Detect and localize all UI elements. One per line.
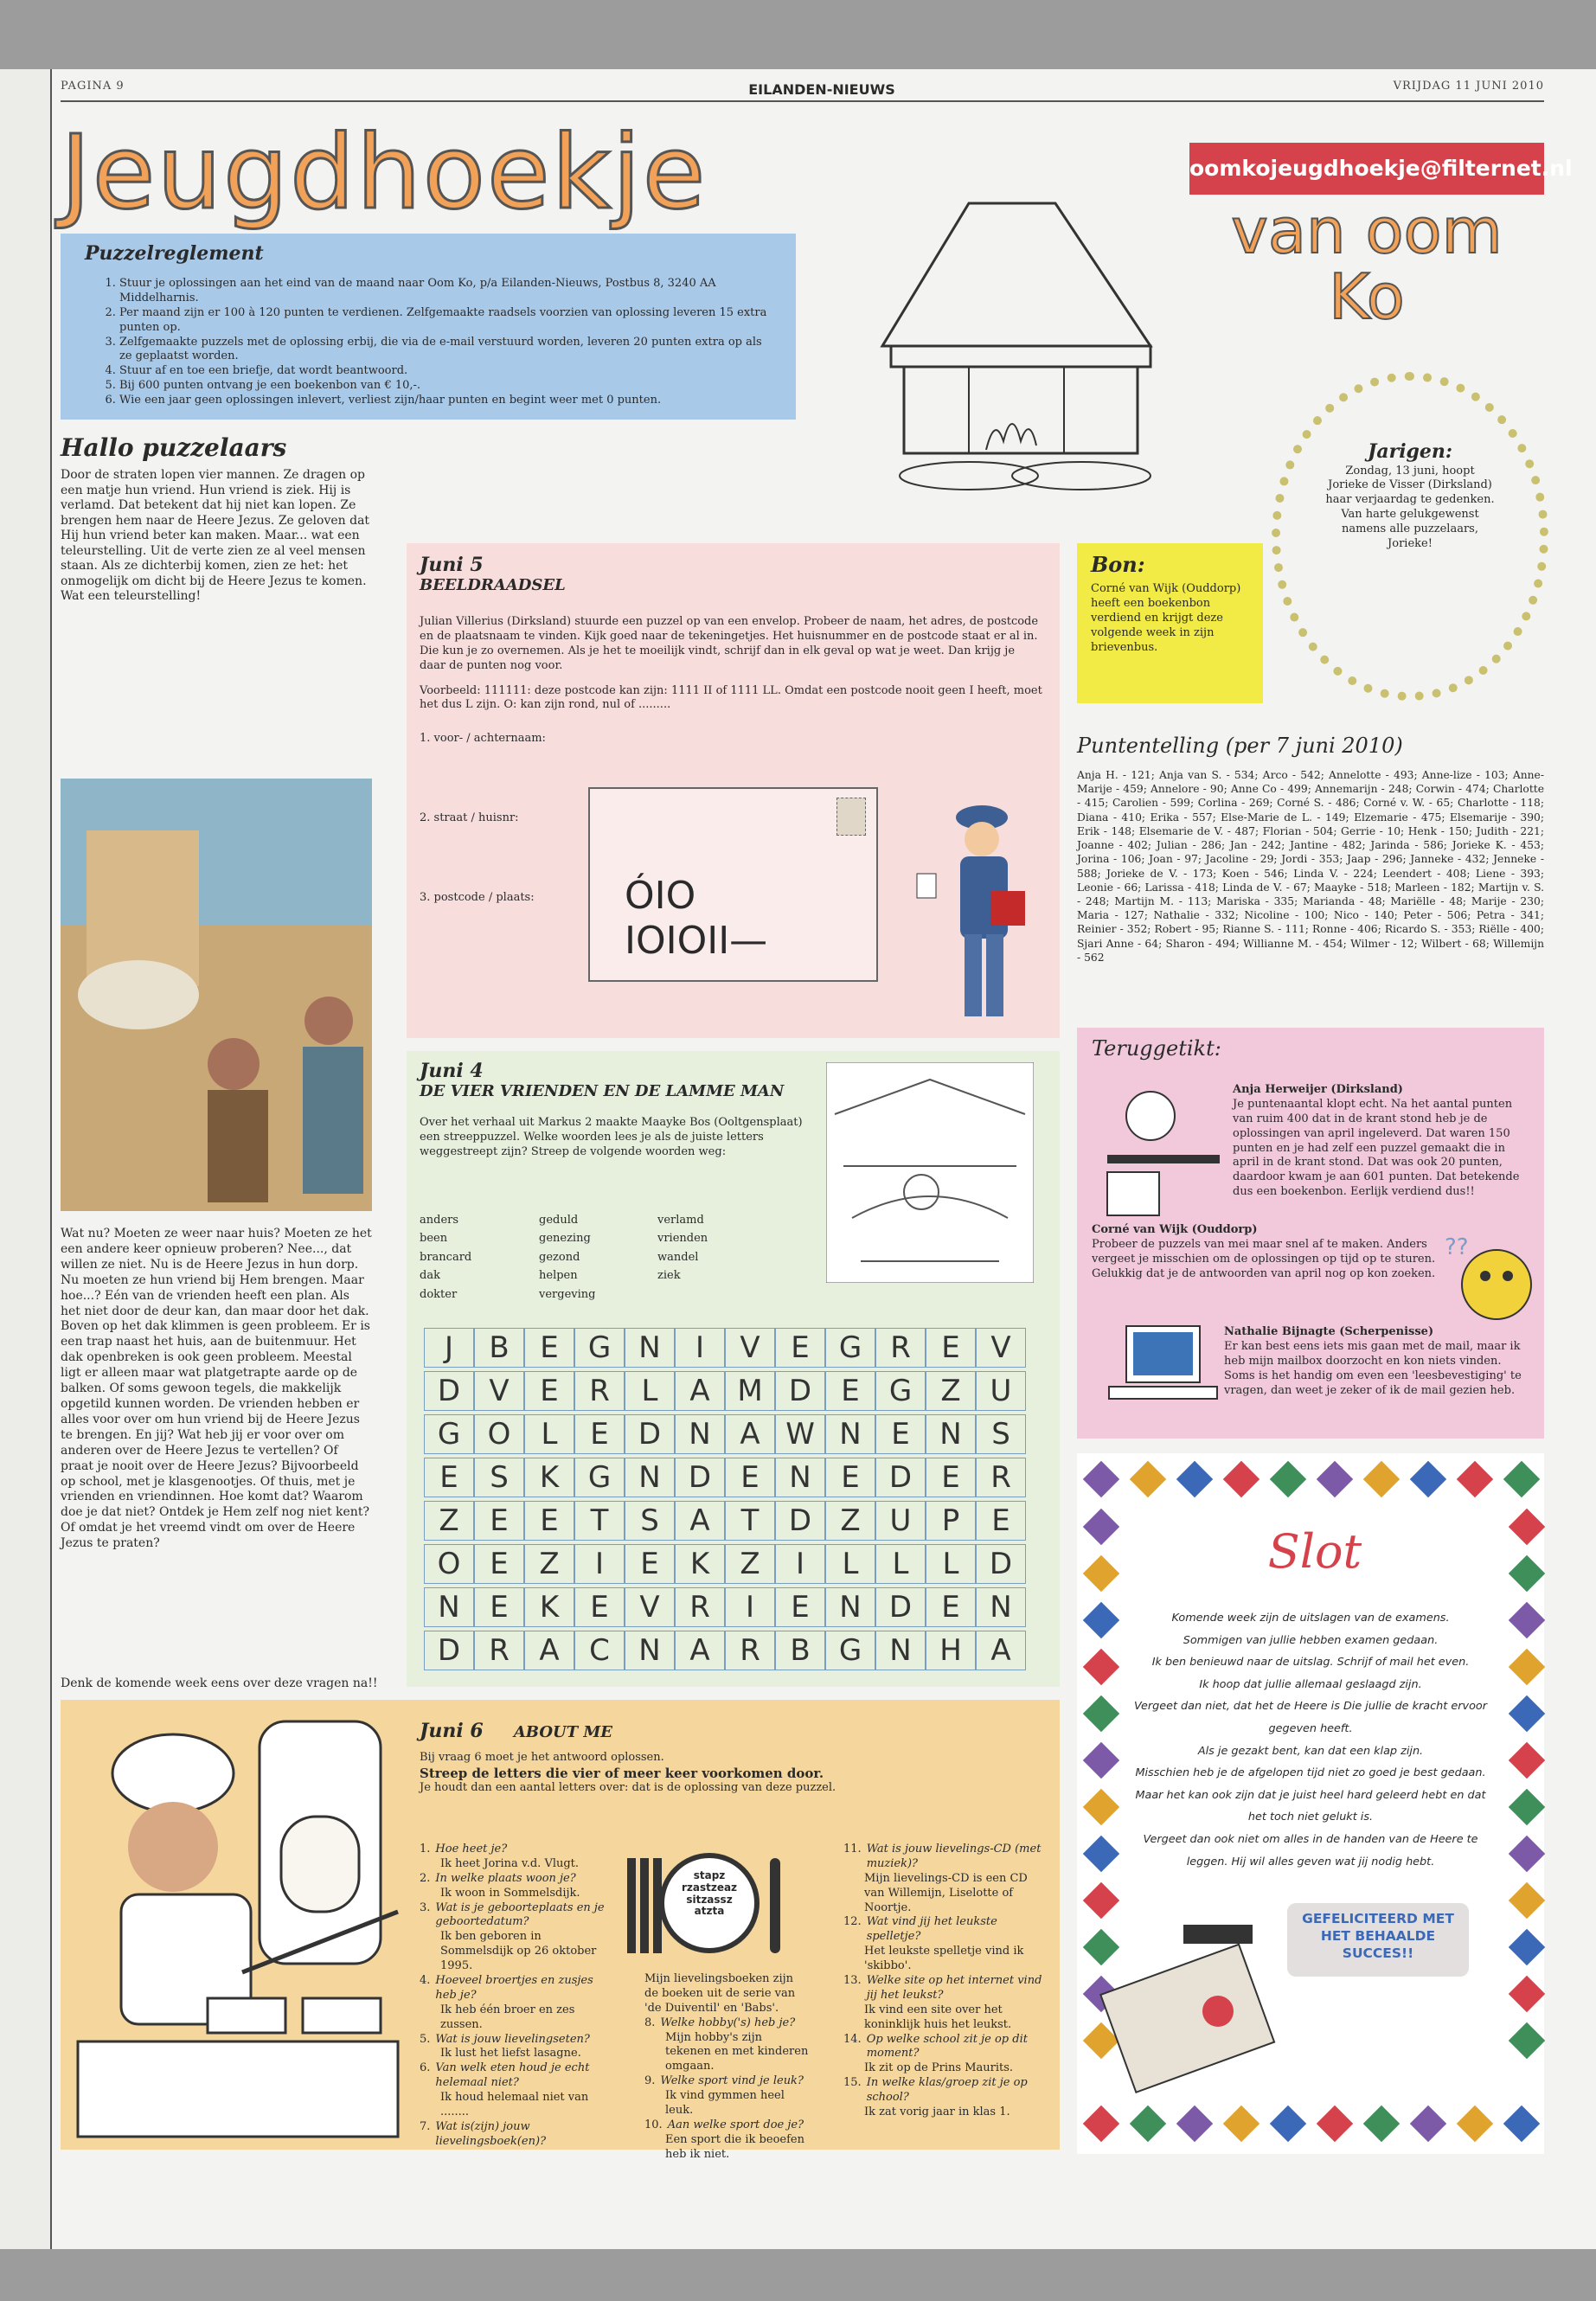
question-row <box>843 1843 1042 1872</box>
question-row <box>420 1872 614 1887</box>
word: vrienden <box>657 1232 708 1246</box>
question: In welke plaats woon je? <box>435 1871 576 1885</box>
q-number: 2. <box>420 1871 431 1885</box>
juni6-header <box>420 1720 1042 1796</box>
answer: Het leukste spelletje vind ik 'skibbo'. <box>864 1945 1024 1973</box>
grid-cell: I <box>725 1587 775 1627</box>
grid-cell: G <box>574 1328 625 1368</box>
grid-cell: R <box>725 1631 775 1670</box>
answer: Ik houd helemaal niet van ........ <box>440 2091 589 2119</box>
grid-cell: R <box>574 1371 625 1411</box>
grid-cell: H <box>926 1631 976 1670</box>
field-street: 2. straat / huisnr: <box>420 811 519 825</box>
question-row <box>843 1974 1042 2003</box>
slot-heading: Slot <box>1267 1524 1362 1579</box>
grid-cell: L <box>875 1544 926 1584</box>
issue-date: VRIJDAG 11 JUNI 2010 <box>1393 80 1544 93</box>
previous-page-margin <box>0 69 52 2249</box>
grid-cell: D <box>875 1587 926 1627</box>
q-number: 9. <box>644 2074 656 2088</box>
rule-item: 3. Zelfgemaakte puzzels met de oplossing erbij, die via de e-mail verstuurd worden, leveren 20 punten extra op als ze geplaatst worden. <box>119 336 772 365</box>
grid-cell: E <box>875 1414 926 1454</box>
grid-cell: E <box>625 1544 675 1584</box>
grid-cell: E <box>725 1458 775 1497</box>
grid-cell: Z <box>926 1371 976 1411</box>
q-number: 13. <box>843 1974 862 1988</box>
words-col-2 <box>539 1211 651 1304</box>
grid-cell: P <box>926 1501 976 1541</box>
sketch-illustration <box>826 1062 1034 1283</box>
grid-cell: U <box>976 1371 1026 1411</box>
diploma-illustration <box>1088 1907 1296 2098</box>
juni5-heading: BEELDRAADSEL <box>420 576 566 594</box>
juni4-date: Juni 4 <box>420 1060 484 1082</box>
answer: Mijn hobby's zijn tekenen en met kinderen omgaan. <box>665 2030 809 2073</box>
word: been <box>420 1232 448 1246</box>
hallo-closing: Denk de komende week eens over deze vragen na!! <box>61 1676 378 1690</box>
grid-cell: E <box>574 1587 625 1627</box>
grid-cell: L <box>524 1414 574 1454</box>
question: In welke klas/groep zit je op school? <box>866 2076 1028 2105</box>
grid-cell: L <box>625 1371 675 1411</box>
answer: Mijn lievelingsboeken zijn de boeken uit de serie van 'de Duiventil' en 'Babs'. <box>644 1972 796 2015</box>
question-row <box>843 2033 1042 2062</box>
page-subtitle: van oom Ko <box>1231 195 1503 333</box>
slot-text <box>1133 1607 1488 1873</box>
reply-3 <box>1224 1325 1535 1398</box>
q-number: 5. <box>420 2032 431 2046</box>
grid-cell: W <box>775 1414 825 1454</box>
grid-cell: K <box>675 1544 725 1584</box>
plate-letters: stapz rzastzeaz sitzassz atzta <box>681 1869 738 1918</box>
question-row <box>420 1974 614 2003</box>
word: helpen <box>539 1269 578 1283</box>
grid-cell: M <box>725 1371 775 1411</box>
word: dokter <box>420 1287 458 1301</box>
grid-cell: S <box>625 1501 675 1541</box>
grid-cell: V <box>474 1371 524 1411</box>
juni4-text: Over het verhaal uit Markus 2 maakte Maayke Bos (Ooltgensplaat) een streeppuzzel. Welke woorden lees je als de juiste letters weggestreept zijn? Streep de volgende woorden weg: <box>420 1116 803 1158</box>
word: wandel <box>657 1250 699 1264</box>
grid-cell: Z <box>825 1501 875 1541</box>
reply-2-text: Probeer de puzzels van mei maar snel af te maken. Anders vergeet je misschien om de oplossingen op tijd op te sturen. Gelukkig dat je de antwoorden van april nog op kon zoeken. <box>1092 1237 1436 1280</box>
grid-cell: B <box>775 1631 825 1670</box>
word: dak <box>420 1269 440 1283</box>
grid-cell: E <box>474 1587 524 1627</box>
grid-cell: N <box>625 1328 675 1368</box>
reply-1-name: Anja Herweijer (Dirksland) <box>1233 1083 1403 1096</box>
question-row <box>843 1915 1042 1945</box>
question: Welke hobby('s) heb je? <box>660 2016 796 2029</box>
juni6-after: Je houdt dan een aantal letters over: dat is de oplossing van deze puzzel. <box>420 1780 836 1794</box>
question-row <box>420 2120 614 2150</box>
grid-cell: B <box>474 1328 524 1368</box>
rules-list <box>85 277 772 408</box>
grid-cell: A <box>675 1371 725 1411</box>
grid-cell: E <box>474 1544 524 1584</box>
grid-cell: S <box>474 1458 524 1497</box>
slot-line: Vergeet dan niet, dat het de Heere is Die jullie de kracht ervoor gegeven heeft. <box>1133 1700 1488 1735</box>
envelope <box>588 787 878 982</box>
about-me-col-3 <box>843 1843 1042 2120</box>
field-postcode: 3. postcode / plaats: <box>420 891 535 905</box>
answer: Ik vind gymmen heel leuk. <box>665 2089 785 2118</box>
congrats-badge: GEFELICITEERD MET HET BEHAALDE SUCCES!! <box>1287 1903 1469 1977</box>
rule-item: 1. Stuur je oplossingen aan het eind van de maand naar Oom Ko, p/a Eilanden-Nieuws, Postbus 8, 3240 AA Middelharnis. <box>119 277 772 306</box>
grid-cell: I <box>675 1328 725 1368</box>
grid-cell: E <box>524 1328 574 1368</box>
grid-cell: A <box>675 1631 725 1670</box>
word-search-grid <box>424 1328 1029 1678</box>
grid-cell: E <box>775 1328 825 1368</box>
points-heading: Puntentelling (per 7 juni 2010) <box>1077 734 1403 758</box>
slot-line: Komende week zijn de uitslagen van de examens. <box>1171 1612 1450 1625</box>
hallo-column <box>61 433 372 605</box>
slot-line: Als je gezakt bent, kan dat een klap zijn. <box>1197 1744 1424 1758</box>
grid-cell: N <box>775 1458 825 1497</box>
q-number: 8. <box>644 2016 656 2029</box>
grid-cell: D <box>875 1458 926 1497</box>
replies-heading: Teruggetikt: <box>1092 1036 1221 1061</box>
about-me-col-1 <box>420 1843 614 2150</box>
grid-cell: E <box>926 1587 976 1627</box>
reply-3-name: Nathalie Bijnagte (Scherpenisse) <box>1224 1325 1434 1338</box>
baker-illustration <box>69 1713 407 2141</box>
grid-cell: R <box>474 1631 524 1670</box>
bon-box <box>1077 543 1263 703</box>
page-number: PAGINA 9 <box>61 80 125 93</box>
grid-cell: N <box>625 1458 675 1497</box>
word: genezing <box>539 1232 591 1246</box>
grid-cell: A <box>976 1631 1026 1670</box>
question-row <box>420 2061 614 2091</box>
question: Wat vind jij het leukste spelletje? <box>866 1915 997 1944</box>
fireplace-illustration <box>874 199 1168 510</box>
grid-cell: D <box>775 1371 825 1411</box>
juni5-example: Voorbeeld: 111111: deze postcode kan zijn: 1111 II of 1111 LL. Omdat een postcode nooit geen I heeft, moet het dus L zijn. O: kan zijn rond, nul of ......... <box>420 683 1042 712</box>
grid-cell: E <box>524 1501 574 1541</box>
rule-item: 6. Wie een jaar geen oplossingen inlevert, verliest zijn/haar punten en begint weer met 0 punten. <box>119 394 772 408</box>
question: Wat is jouw lievelings-CD (met muziek)? <box>866 1843 1042 1870</box>
grid-cell: G <box>424 1414 474 1454</box>
juni6-instruction: Streep de letters die vier of meer keer voorkomen door. <box>420 1765 824 1781</box>
answer: Ik heb één broer en zes zussen. <box>440 2003 575 2031</box>
birthday-heading: Jarigen: <box>1367 440 1453 463</box>
grid-cell: O <box>424 1544 474 1584</box>
juni6-date: Juni 6 <box>420 1720 484 1742</box>
birthday-section <box>1324 439 1497 552</box>
grid-cell: E <box>424 1458 474 1497</box>
contact-email[interactable]: oomkojeugdhoekje@filternet.nl <box>1189 143 1544 195</box>
grid-cell: E <box>574 1414 625 1454</box>
grid-cell: S <box>976 1414 1026 1454</box>
grid-cell: E <box>825 1458 875 1497</box>
grid-cell: D <box>675 1458 725 1497</box>
answer: Ik zat vorig jaar in klas 1. <box>864 2106 1010 2119</box>
grid-cell: G <box>825 1328 875 1368</box>
grid-cell: N <box>825 1587 875 1627</box>
slot-line: Vergeet dan ook niet om alles in de handen van de Heere te leggen. Hij wil alles geven wat jij nodig hebt. <box>1143 1832 1478 1868</box>
q-number: 7. <box>420 2119 431 2133</box>
page-title: Jeugdhoekje <box>61 112 708 232</box>
word: anders <box>420 1214 459 1227</box>
q-number: 11. <box>843 1843 862 1856</box>
rule-item: 2. Per maand zijn er 100 à 120 punten te verdienen. Zelfgemaakte raadsels voorzien van oplossing leveren 15 extra punten op. <box>119 306 772 336</box>
grid-cell: O <box>474 1414 524 1454</box>
question: Aan welke sport doe je? <box>667 2118 804 2131</box>
question: Wat is je geboorteplaats en je geboortedatum? <box>435 1900 605 1929</box>
grid-cell: V <box>725 1328 775 1368</box>
word: ziek <box>657 1269 681 1283</box>
points-list: Anja H. - 121; Anja van S. - 534; Arco - 542; Annelotte - 493; Anne-lize - 103; Anne-Marije - 459; Annelore - 90; Anne Co - 499; Annemarijn - 248; Corwin - 474; Charlotte - 415; Carolien - 599; Corlina - 269; Corné S. - 486; Corné v. W. - 65; Charlotte - 118; Diana - 410; Erika - 557; Else-Marie de L. - 149; Elzemarie - 475; Elsemarije - 390; Erik - 148; Elsemarie de V. - 487; Florian - 504; Gerrie - 10; Henk - 150; Judith - 221; Joanne - 402; Julian - 286; Jan - 242; Jantine - 482; Jarinda - 586; Jorieke K. - 453; Jorina - 106; Joan - 97; Jacoline - 29; Jordi - 353; Jaap - 296; Janneke - 432; Jenneke - 588; Jorieke de V. - 173; Koen - 546; Linda V. - 224; Leendert - 408; Liene - 393; Leonie - 66; Larissa - 418; Linda de V. - 67; Maayke - 518; Marleen - 182; Martijn v. S. - 248; Martijn M. - 113; Mariska - 335; Marianda - 48; Mariëlle - 48; Marije - 230; Maria - 127; Nathalie - 332; Nicoline - 100; Nico - 140; Peter - 506; Petra - 341; Reinier - 352; Robert - 95; Rianne S. - 111; Ronne - 406; Ricardo S. - 353; Riëlle - 400; Sjari Anne - 64; Sharon - 494; Willianne M. - 454; Wilmer - 12; Wilbert - 68; Willemijn - 562 <box>1077 769 1544 964</box>
juni4-content <box>420 1060 809 1160</box>
grid-cell: I <box>574 1544 625 1584</box>
grid-cell: E <box>976 1501 1026 1541</box>
slot-line: Ik hoop dat jullie allemaal geslaagd zijn. <box>1199 1677 1422 1691</box>
grid-cell: E <box>474 1501 524 1541</box>
grid-cell: R <box>976 1458 1026 1497</box>
question: Op welke school zit je op dit moment? <box>866 2032 1028 2061</box>
grid-cell: G <box>825 1631 875 1670</box>
answer: Een sport die ik beoefen heb ik niet. <box>665 2132 804 2161</box>
grid-cell: D <box>976 1544 1026 1584</box>
grid-cell: T <box>574 1501 625 1541</box>
question: Welke site op het internet vind jij het leukst? <box>866 1974 1042 2002</box>
grid-cell: K <box>524 1587 574 1627</box>
envelope-code-2: IOIOII— <box>625 919 768 963</box>
grid-cell: E <box>524 1371 574 1411</box>
paper-masthead: EILANDEN-NIEUWS <box>748 81 895 98</box>
grid-cell: A <box>725 1414 775 1454</box>
grid-cell: G <box>875 1371 926 1411</box>
postman-illustration <box>900 787 1055 1025</box>
question: Welke sport vind je leuk? <box>660 2074 804 2088</box>
reply-2-name: Corné van Wijk (Ouddorp) <box>1092 1223 1258 1236</box>
question: Hoeveel broertjes en zusjes heb je? <box>435 1974 593 2002</box>
slot-line: Misschien heb je de afgelopen tijd niet zo goed je best gedaan. Maar het kan ook zijn dat je juist heel hard geleerd hebt en dat het toch niet gelukt is. <box>1135 1766 1486 1824</box>
q-number: 15. <box>843 2076 862 2090</box>
rules-heading: Puzzelreglement <box>85 242 264 265</box>
grid-cell: R <box>675 1587 725 1627</box>
question-row <box>843 2076 1042 2106</box>
grid-cell: D <box>424 1631 474 1670</box>
envelope-code-1: ÓIO <box>625 874 696 918</box>
field-name: 1. voor- / achternaam: <box>420 732 546 746</box>
grid-cell: V <box>976 1328 1026 1368</box>
answer: Ik lust het liefst lasagne. <box>440 2047 581 2061</box>
reply-2 <box>1092 1223 1438 1282</box>
q-number: 4. <box>420 1974 431 1988</box>
grid-cell: N <box>976 1587 1026 1627</box>
grid-cell: D <box>625 1414 675 1454</box>
question: Hoe heet je? <box>435 1843 508 1856</box>
slot-line: Sommigen van jullie hebben examen gedaan. <box>1183 1633 1439 1647</box>
grid-cell: L <box>825 1544 875 1584</box>
q-number: 3. <box>420 1900 431 1914</box>
grid-cell: A <box>524 1631 574 1670</box>
grid-cell: R <box>875 1328 926 1368</box>
question: Wat is jouw lievelingseten? <box>435 2032 590 2046</box>
grid-cell: L <box>926 1544 976 1584</box>
grid-cell: N <box>926 1414 976 1454</box>
header-rule <box>61 100 1544 102</box>
rule-item: 5. Bij 600 punten ontvang je een boekenbon van € 10,-. <box>119 379 772 394</box>
grid-cell: Z <box>524 1544 574 1584</box>
birthday-text: Zondag, 13 juni, hoopt Jorieke de Visser (Dirksland) haar verjaardag te gedenken. Van harte gelukgewenst namens alle puzzelaars, Jorieke! <box>1325 464 1495 551</box>
grid-cell: N <box>675 1414 725 1454</box>
word: geduld <box>539 1214 579 1227</box>
q-number: 1. <box>420 1843 431 1856</box>
grid-cell: N <box>625 1631 675 1670</box>
q-number: 10. <box>644 2118 663 2131</box>
reply-3-text: Er kan best eens iets mis gaan met de mail, maar ik heb mijn mailbox doorzocht en kon niets vinden. Soms is het handig om even een 'leesbevestiging' te vragen, dan weet je zeker of ik de mail gezien heb. <box>1224 1339 1522 1397</box>
grid-cell: T <box>725 1501 775 1541</box>
answer: Ik woon in Sommelsdijk. <box>440 1886 580 1900</box>
computer-illustration <box>1092 1322 1221 1426</box>
word: verlamd <box>657 1214 704 1227</box>
q-number: 6. <box>420 2061 431 2075</box>
points-section <box>1077 734 1544 965</box>
grid-cell: J <box>424 1328 474 1368</box>
q-number: 12. <box>843 1915 862 1929</box>
grid-cell: Z <box>424 1501 474 1541</box>
grid-cell: E <box>926 1458 976 1497</box>
rules-box <box>61 234 796 420</box>
question-row <box>420 1901 614 1931</box>
q-number: 14. <box>843 2032 862 2046</box>
slot-line: Ik ben benieuwd naar de uitslag. Schrijf of mail het even. <box>1151 1656 1470 1670</box>
answer: Ik heet Jorina v.d. Vlugt. <box>440 1856 580 1870</box>
grid-cell: E <box>825 1371 875 1411</box>
words-col-1 <box>420 1211 532 1304</box>
bon-heading: Bon: <box>1091 552 1145 577</box>
question-row <box>420 2033 614 2048</box>
grid-cell: G <box>574 1458 625 1497</box>
word: vergeving <box>539 1287 596 1301</box>
grid-cell: Z <box>725 1544 775 1584</box>
word: brancard <box>420 1250 472 1264</box>
writing-child-illustration <box>1090 1077 1228 1224</box>
question-row <box>420 1843 614 1857</box>
bible-illustration <box>61 779 372 1211</box>
rule-item: 4. Stuur af en toe een briefje, dat wordt beantwoord. <box>119 364 772 379</box>
grid-cell: A <box>675 1501 725 1541</box>
grid-cell: D <box>775 1501 825 1541</box>
question: Van welk eten houd je echt helemaal niet? <box>435 2061 590 2090</box>
answer: Ik ben geboren in Sommelsdijk op 26 oktober 1995. <box>440 1930 597 1973</box>
juni5-date: Juni 5 <box>420 554 484 576</box>
hallo-text-1: Door de straten lopen vier mannen. Ze dragen op een matje hun vriend. Hun vriend is ziek. Hij is verlamd. Dat betekent dat hij niet kan lopen. Ze brengen hem naar de Heere Jezus. Ze geloven dat Hij hun vriend beter kan maken. Maar... wat een teleurstelling. Uit de verte zien ze al veel mensen staan. Als ze dichterbij komen, zien ze het: het onmogelijk om dicht bij de Heere Jezus te komen. Wat een teleurstelling! <box>61 468 370 603</box>
hallo-text-2: Wat nu? Moeten ze weer naar huis? Moeten ze het een andere keer opnieuw proberen? Nee..., dat willen ze niet. Nu is de Heere Jezus in hun dorp. Nu moeten ze hun vriend bij Hem brengen. Maar hoe...? Eén van de vrienden heeft een plan. Als het niet door de deur kan, dan maar door het dak. Boven op het dak klimmen is geen probleem. Er is een trap naast het huis, aan de buitenmuur. Het dak openbreken is ook geen probleem. Meestal ligt er alleen maar wat platgetrapte aarde op de balken. Of soms gewoon tegels, die makkelijk opgetild kunnen worden. De vrienden hebben er alles voor over om hun vriend bij de Heere Jezus te brengen. En jij? Wat heb jij er voor over om anderen over de Heere Jezus te vertellen? Of praat je nooit over de Heere Jezus? Bijvoorbeeld op school, met je klasgenootjes. Of thuis, met je vrienden en vriendinnen. Hoe komt dat? Waarom doe je dat niet? Ontdek je Hem zelf nog niet kent? Of omdat je het vreemd vindt om over de Heere Jezus te praten? <box>61 1227 372 1551</box>
bon-text: Corné van Wijk (Ouddorp) heeft een boekenbon verdiend en krijgt deze volgende week in zijn brievenbus. <box>1091 582 1241 654</box>
juni5-text: Julian Villerius (Dirksland) stuurde een puzzel op van een envelop. Probeer de naam, het adres, de postcode en de plaatsnaam te vinden. Kijk goed naar de tekeningetjes. Het huisnummer en de postcode staat er al in. Die kun je zo overnemen. Als je het te moeilijk vindt, schrijf dan in elk geval op wat je weet. Dan krijg je daar de punten nog voor. <box>420 615 1039 672</box>
grid-cell: E <box>926 1328 976 1368</box>
reply-1 <box>1233 1083 1531 1200</box>
grid-cell: E <box>775 1587 825 1627</box>
answer: Ik vind een site over het koninklijk huis het leukst. <box>864 2003 1012 2031</box>
hallo-heading: Hallo puzzelaars <box>61 433 287 462</box>
about-me-col-2 <box>644 1972 809 2163</box>
juni4-heading: DE VIER VRIENDEN EN DE LAMME MAN <box>420 1082 785 1100</box>
svg-text:??: ?? <box>1445 1234 1469 1260</box>
grid-cell: V <box>625 1587 675 1627</box>
grid-cell: N <box>424 1587 474 1627</box>
grid-cell: C <box>574 1631 625 1670</box>
juni6-intro: Bij vraag 6 moet je het antwoord oplossen. <box>420 1751 664 1764</box>
grid-cell: N <box>825 1414 875 1454</box>
question: Wat is(zijn) jouw lievelingsboek(en)? <box>435 2119 547 2148</box>
reply-1-text: Je puntenaantal klopt echt. Na het aantal punten van ruim 400 dat in de krant stond heb je de oplossingen van april ingeleverd. Dat waren 150 punten en je had zelf een puzzel gemaakt die in april in de krant stond. Dat was ook 20 punten, daardoor kwam je aan 601 punten. Dat betekende dus een boekenbon. Eerlijk verdiend dus!! <box>1233 1097 1520 1199</box>
word: gezond <box>539 1250 580 1264</box>
grid-cell: U <box>875 1501 926 1541</box>
grid-cell: K <box>524 1458 574 1497</box>
answer: Mijn lievelings-CD is een CD van Willemijn, Liselotte of Noortje. <box>864 1871 1028 1914</box>
stamp-icon <box>836 798 866 836</box>
answer: Ik zit op de Prins Maurits. <box>864 2061 1014 2075</box>
juni6-heading: ABOUT ME <box>513 1723 613 1741</box>
smiley-icon <box>1440 1228 1535 1324</box>
grid-cell: N <box>875 1631 926 1670</box>
words-col-3 <box>657 1211 770 1285</box>
grid-cell: D <box>424 1371 474 1411</box>
grid-cell: I <box>775 1544 825 1584</box>
